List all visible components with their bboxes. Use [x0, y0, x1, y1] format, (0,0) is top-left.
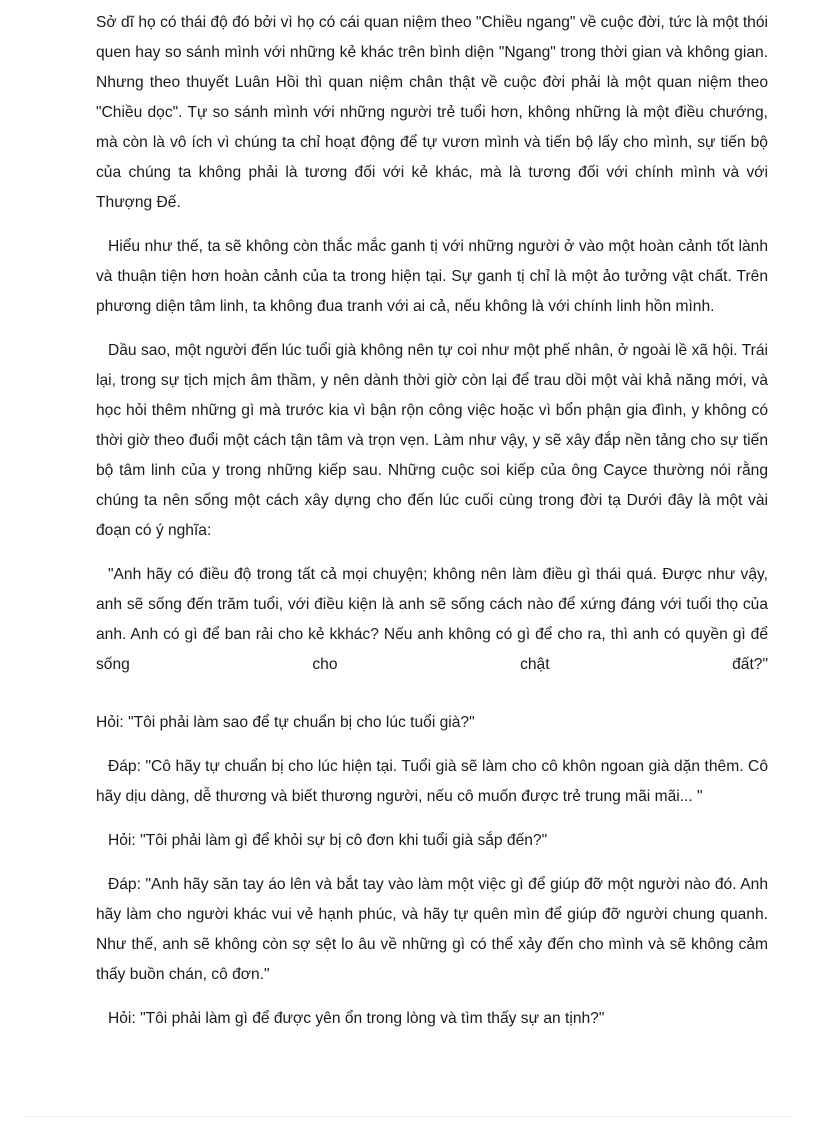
- question-loneliness: Hỏi: "Tôi phải làm gì để khỏi sự bị cô đơn khi tuổi già sắp đến?": [108, 832, 548, 849]
- answer-prepare-present: Đáp: "Cô hãy tự chuẩn bị cho lúc hiện tại. Tuổi già sẽ làm cho cô khôn ngoan già dặn thêm. Cô hãy dịu dàng, dễ thương và biết thương người, nếu cô muốn được trẻ trung mãi mãi... ": [96, 758, 768, 805]
- answer-help-others: Đáp: "Anh hãy săn tay áo lên và bắt tay vào làm một việc gì để giúp đỡ một người nào đó. Anh hãy làm cho người khác vui vẻ hạnh phúc, và hãy tự quên mìn để giúp đỡ người chung quanh. Như thế, anh sẽ không còn sợ sệt lo âu về những gì có thể xảy đến cho mình và sẽ không cảm thấy buồn chán, cô đơn.": [96, 876, 768, 983]
- paragraph-no-jealousy: Hiểu như thế, ta sẽ không còn thắc mắc ganh tị với những người ở vào một hoàn cảnh tốt lành và thuận tiện hơn hoàn cảnh của ta trong hiện tại. Sự ganh tị chỉ là một ảo tưởng vật chất. Trên phương diện tâm linh, ta không đua tranh với ai cả, nếu không là với chính linh hồn mình.: [96, 238, 768, 315]
- paragraph-old-age-advice: Dầu sao, một người đến lúc tuổi già không nên tự coi như một phế nhân, ở ngoài lề xã hội. Trái lại, trong sự tịch mịch âm thầm, y nên dành thời giờ còn lại để trau dồi một vài khả năng mới, và học hỏi thêm những gì mà trước kia vì bận rộn công việc hoặc vì bổn phận gia đình, y không có thời giờ theo đuổi một cách tận tâm và trọn vẹn. Làm như vậy, y sẽ xây đắp nền tảng cho sự tiến bộ tâm linh của y trong những kiếp sau. Những cuộc soi kiếp của ông Cayce thường nói rằng chúng ta nên sống một cách xây dựng cho đến lúc cuối cùng trong đời tạ Dưới đây là một vài đoạn có ý nghĩa:: [96, 342, 768, 539]
- question-inner-peace: Hỏi: "Tôi phải làm gì để được yên ổn trong lòng và tìm thấy sự an tịnh?": [108, 1010, 605, 1027]
- paragraph-horizontal-view: Sở dĩ họ có thái độ đó bởi vì họ có cái quan niệm theo "Chiều ngang" về cuộc đời, tức là một thói quen hay so sánh mình với những kẻ khác trên bình diện "Ngang" trong thời gian và không gian. Nhưng theo thuyết Luân Hồi thì quan niệm chân thật về cuộc đời phải là một quan niệm theo "Chiều dọc". Tự so sánh mình với những người trẻ tuổi hơn, không những là một điều chướng, mà còn là vô ích vì chúng ta chỉ hoạt động để tự vươn mình và tiến bộ lấy cho mình, sự tiến bộ của chúng ta không phải là tương đối với kẻ khác, mà là tương đối với chính mình và với Thượng Đế.: [96, 14, 768, 211]
- page-bottom-divider: [24, 1116, 792, 1117]
- quote-moderation: "Anh hãy có điều độ trong tất cả mọi chuyện; không nên làm điều gì thái quá. Được như vậy, anh sẽ sống đến trăm tuổi, với điều kiện là anh sẽ sống cách nào để xứng đáng với tuổi thọ của anh. Anh có gì để ban rải cho kẻ kkhác? Nếu anh không có gì để cho ra, thì anh có quyền gì để sống cho chật đất?": [96, 566, 768, 673]
- question-prepare-old-age: Hỏi: "Tôi phải làm sao để tự chuẩn bị cho lúc tuổi già?": [96, 714, 475, 731]
- document-page: [96, 8, 768, 1048]
